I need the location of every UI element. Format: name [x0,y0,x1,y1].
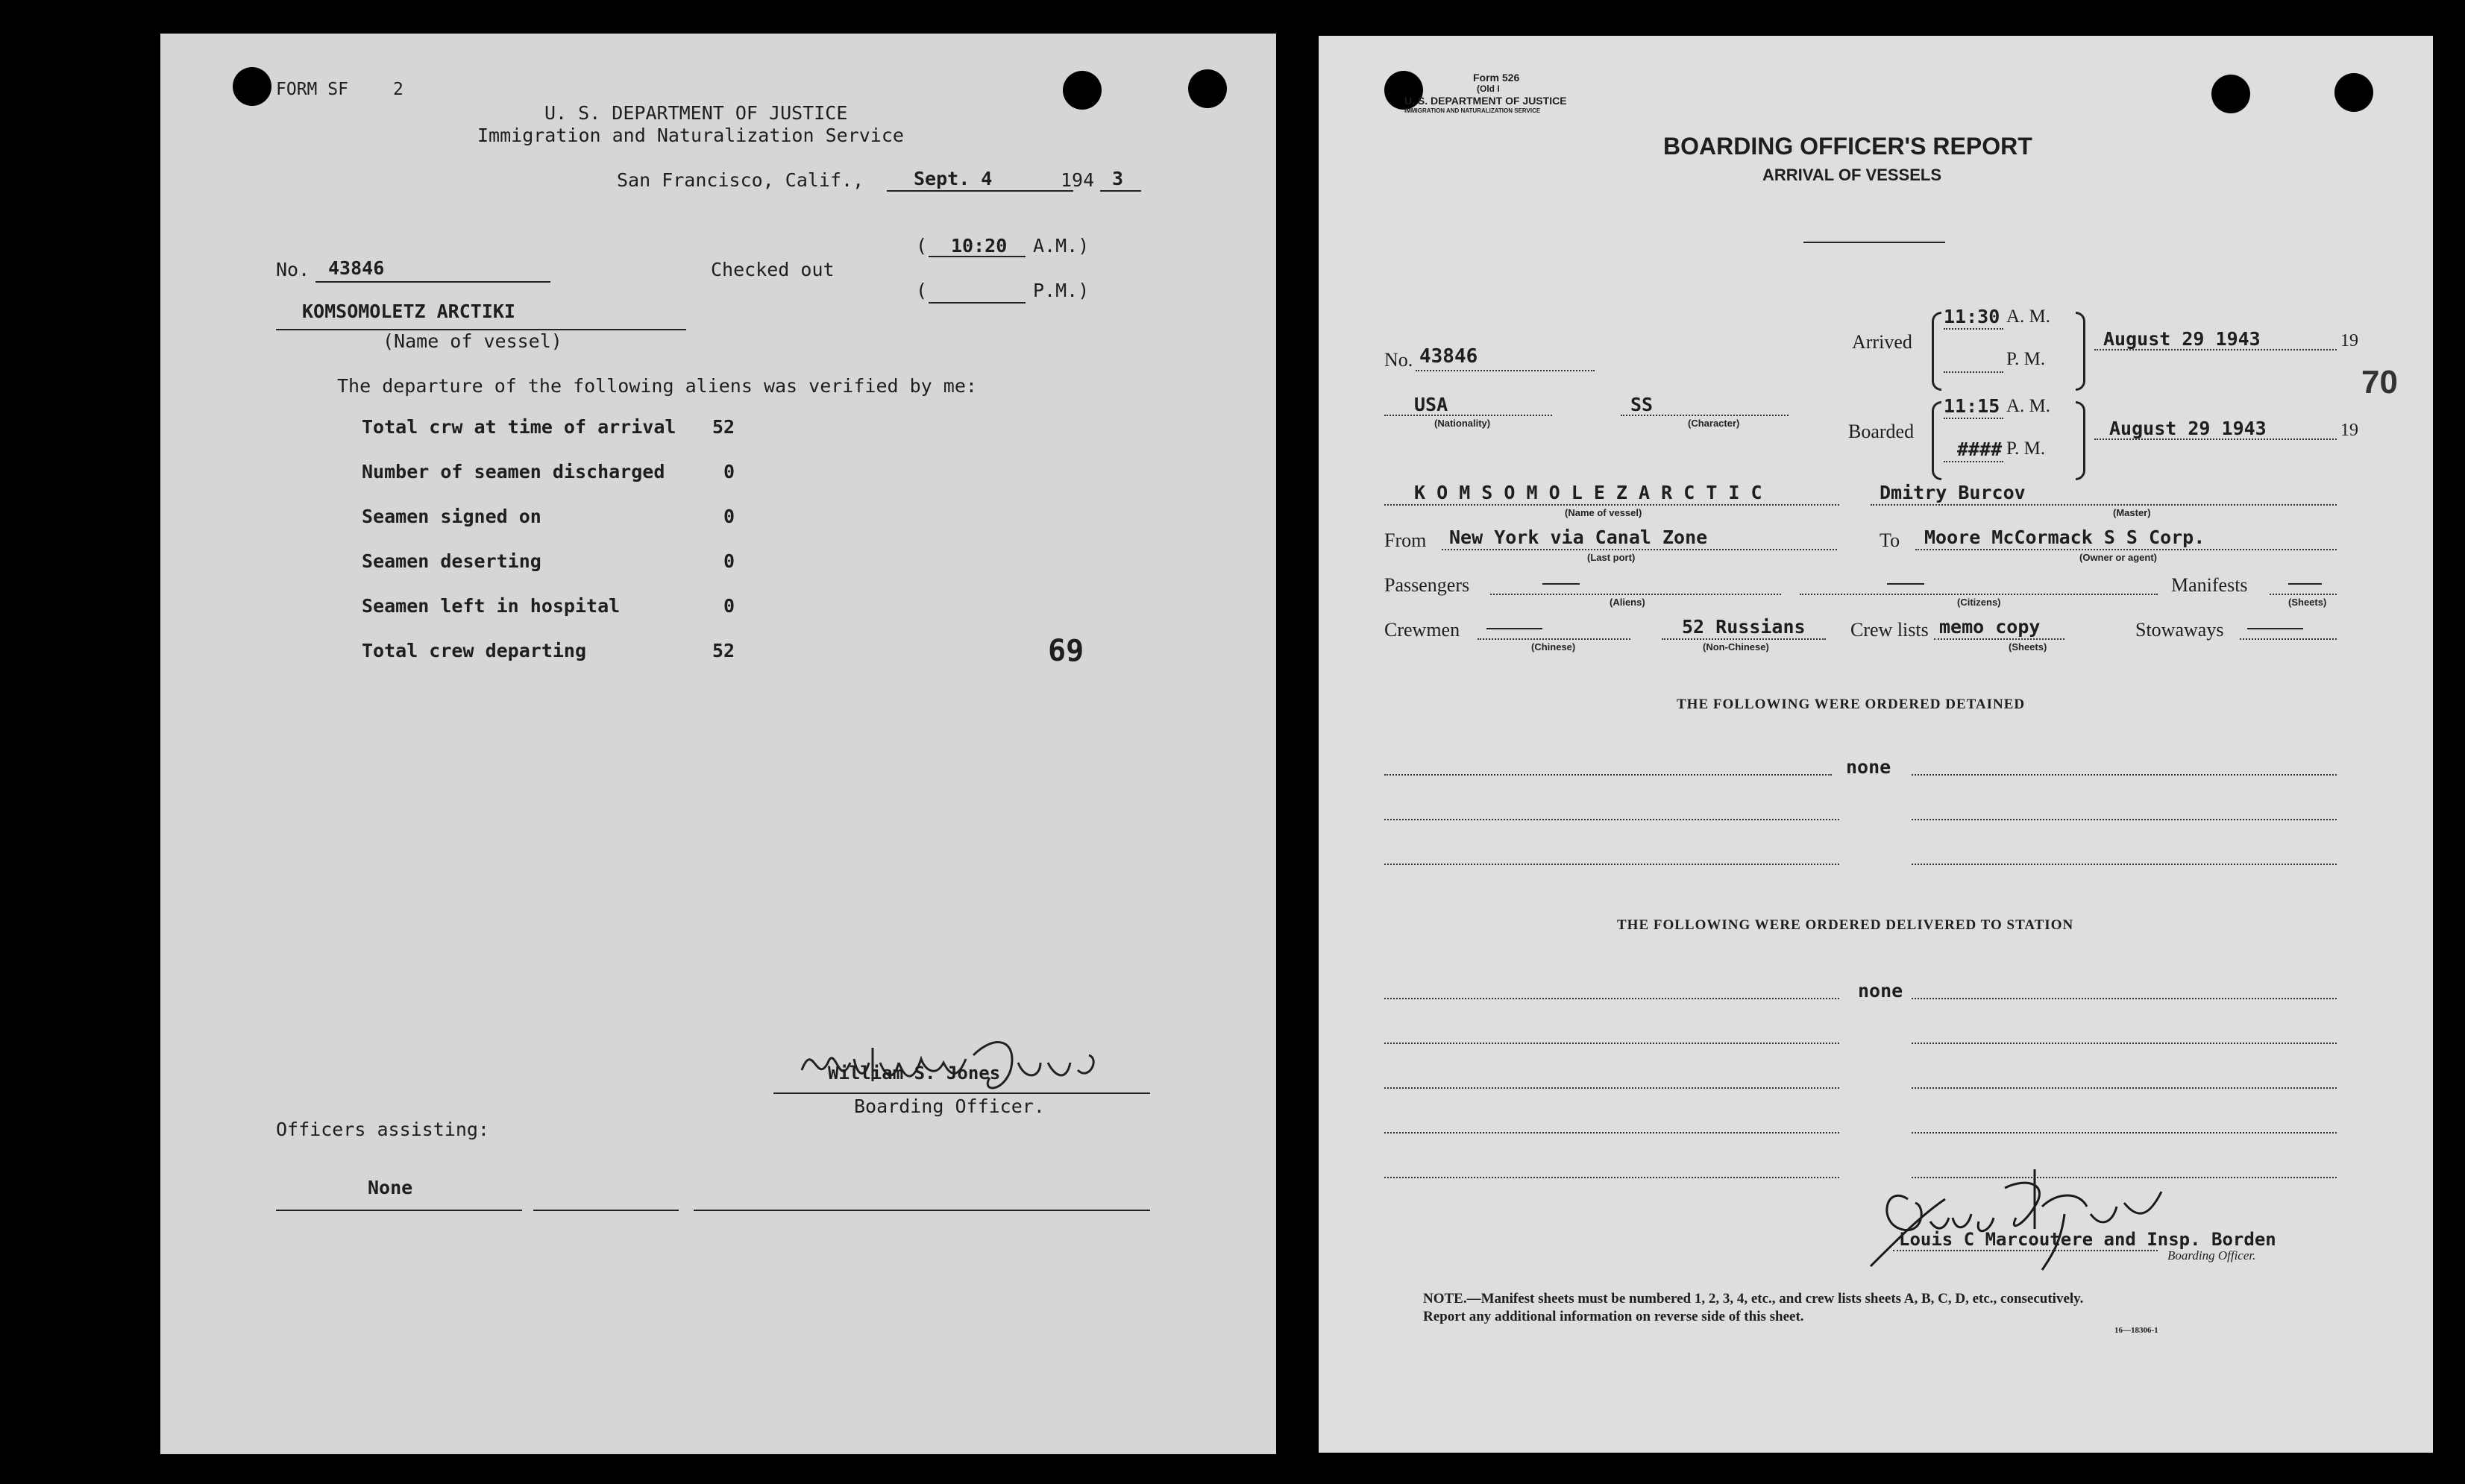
row-label: Total crw at time of arrival [362,416,676,438]
year-suffix: 3 [1112,168,1124,189]
detained-line [1912,864,2337,865]
place-label: San Francisco, Calif., [617,169,864,191]
row-label: Total crew departing [362,640,587,661]
number-line [1416,370,1595,371]
detained-line [1912,774,2337,776]
punch-hole [2334,73,2373,112]
master-caption: (Master) [2113,507,2151,518]
officers-assisting-value: None [368,1177,413,1198]
manifests-line [2270,594,2337,595]
punch-hole [1188,69,1227,108]
am-line [929,256,1026,257]
signer-title: Boarding Officer. [854,1095,1045,1117]
form-line-1: Form 526 [1473,72,1520,84]
officers-line [276,1210,522,1211]
delivered-line [1912,998,2337,999]
arrived-am-label: A. M. [2006,306,2051,327]
form-code: 16—18306-1 [2114,1326,2158,1335]
punch-hole [1063,71,1102,110]
row-value: 0 [723,461,735,482]
note-line-1: NOTE.—Manifest sheets must be numbered 1, 2, 3, 4, etc., and crew lists sheets A, B, C, D, etc., consecutively. [1423,1291,2084,1307]
nationality-value: USA [1414,394,1448,415]
signer-name: William S. Jones [828,1063,1001,1084]
form-label: FORM SF [276,80,348,99]
number-line [315,281,550,283]
row-label: Number of seamen discharged [362,461,665,482]
vessel-line [1384,504,1839,506]
boarded-am-time: 11:15 [1944,395,2000,417]
crew-lists-value: memo copy [1939,616,2041,638]
report-title: BOARDING OFFICER'S REPORT [1663,133,2032,160]
year-prefix: 194 [1061,169,1095,191]
arrived-pm-label: P. M. [2006,349,2046,369]
from-value: New York via Canal Zone [1449,526,1708,548]
from-label: From [1384,529,1427,551]
boarded-label: Boarded [1848,421,1915,442]
right-document-page [1319,36,2433,1453]
officers-line [694,1210,1150,1211]
row-value: 0 [723,595,735,617]
aliens-caption: (Aliens) [1610,597,1645,608]
officers-assisting-label: Officers assisting: [276,1119,489,1140]
signature-line [773,1092,1150,1094]
form-line-2: (Old I [1477,84,1500,94]
passengers-citizens-dash [1887,583,1924,585]
delivered-line [1912,1087,2337,1089]
arrived-brace-right [2076,312,2085,391]
passengers-citizens-line [1800,594,2158,595]
checked-out-label: Checked out [711,259,835,280]
number-label: No. [276,259,310,280]
officers-names: Louis C Marcoutere and Insp. Borden [1899,1229,2276,1250]
vessel-name: KOMSOMOLETZ ARCTIKI [302,301,515,322]
delivered-line [1384,1132,1839,1134]
page-number: 69 [1048,634,1084,668]
master-value: Dmitry Burcov [1880,482,2026,503]
signature [1856,1162,2169,1274]
passengers-aliens-line [1490,594,1781,595]
vessel-name: K O M S O M O L E Z A R C T I C [1414,482,1762,503]
boarded-am-line [1944,418,2003,419]
checked-out-am-value: 10:20 [951,235,1008,257]
left-document-page [160,34,1276,1454]
character-line [1621,415,1789,416]
sheets-caption: (Sheets) [2288,597,2327,608]
detained-value: none [1846,756,1891,778]
stowaways-dash [2247,628,2303,629]
row-value: 52 [712,416,735,438]
non-chinese-caption: (Non-Chinese) [1703,641,1769,653]
arrived-brace [1932,312,1941,391]
officer-line [1893,1250,2158,1251]
form-service: IMMIGRATION AND NATURALIZATION SERVICE [1404,107,1541,114]
character-caption: (Character) [1688,418,1740,429]
number-value: 43846 [1419,345,1478,368]
to-line [1915,549,2337,550]
pm-line [929,302,1026,304]
crew-lists-line [1934,638,2064,640]
delivered-line [1384,1177,1839,1178]
boarded-brace-right [2076,401,2085,480]
form-department: U. S. DEPARTMENT OF JUSTICE [1404,95,1567,107]
non-chinese-value: 52 Russians [1682,616,1806,638]
crew-lists-label: Crew lists [1850,619,1929,641]
arrived-date-line [2094,349,2337,350]
date-value: Sept. 4 [914,168,993,189]
punch-hole [2211,75,2250,113]
boarded-date-line [2094,438,2337,440]
arrived-am-time: 11:30 [1944,306,2000,327]
report-subtitle: ARRIVAL OF VESSELS [1762,166,1942,184]
arrived-year-19: 19 [2340,331,2358,350]
year-line [1100,190,1141,192]
boarded-brace [1932,401,1941,480]
owner-caption: (Owner or agent) [2079,552,2158,563]
detained-line [1384,864,1839,865]
detained-line [1384,774,1832,776]
from-line [1442,549,1837,550]
paren-open: ( [916,280,928,301]
row-value: 0 [723,550,735,572]
title-rule [1803,242,1945,243]
to-value: Moore McCormack S S Corp. [1924,526,2205,548]
officers-line [533,1210,679,1211]
vessel-caption: (Name of vessel) [1565,507,1642,518]
passengers-label: Passengers [1384,574,1470,596]
non-chinese-line [1662,638,1826,640]
stowaways-line [2240,638,2337,640]
detained-heading: THE FOLLOWING WERE ORDERED DETAINED [1677,697,2026,712]
crew-lists-sheets-caption: (Sheets) [2009,641,2047,653]
arrived-label: Arrived [1852,331,1912,353]
form-number-fragment: 2 [393,80,403,99]
row-label: Seamen left in hospital [362,595,621,617]
pm-label: P.M.) [1033,280,1090,301]
character-value: SS [1630,394,1654,415]
stowaways-label: Stowaways [2135,619,2224,641]
punch-hole [233,67,271,106]
nationality-caption: (Nationality) [1434,418,1491,429]
delivered-line [1384,1087,1839,1089]
crewmen-chinese-dash [1486,628,1542,629]
manifests-dash [2288,583,2322,585]
delivered-heading: THE FOLLOWING WERE ORDERED DELIVERED TO STATION [1617,917,2074,933]
verify-text: The departure of the following aliens was verified by me: [337,375,977,397]
arrived-pm-line [1944,371,2003,373]
manifests-label: Manifests [2171,574,2248,596]
master-line [1871,504,2337,506]
detained-line [1912,819,2337,820]
delivered-line [1912,1043,2337,1044]
page-number: 70 [2361,364,2398,400]
arrived-am-line [1944,328,2003,330]
chinese-caption: (Chinese) [1531,641,1576,653]
row-value: 52 [712,640,735,661]
paren-open: ( [916,235,928,257]
am-label: A.M.) [1033,235,1090,257]
to-label: To [1880,529,1900,551]
number-value: 43846 [328,257,385,279]
date-line [887,190,1073,192]
row-value: 0 [723,506,735,527]
nationality-line [1384,415,1552,416]
last-port-caption: (Last port) [1587,552,1636,563]
boarded-pm-label: P. M. [2006,438,2046,459]
boarded-pm-line [1944,461,2003,462]
boarded-am-label: A. M. [2006,396,2051,416]
delivered-line [1912,1132,2337,1134]
row-label: Seamen deserting [362,550,541,572]
delivered-line [1384,998,1839,999]
crewmen-label: Crewmen [1384,619,1460,641]
boarded-year-19: 19 [2340,421,2358,440]
delivered-value: none [1858,980,1903,1002]
boarded-date: August 29 1943 [2109,418,2267,439]
number-label: No. [1384,349,1413,371]
arrived-date: August 29 1943 [2103,328,2261,350]
note-line-2: Report any additional information on reverse side of this sheet. [1423,1309,1804,1324]
officer-caption: Boarding Officer. [2167,1248,2256,1263]
vessel-caption: (Name of vessel) [383,330,562,352]
row-label: Seamen signed on [362,506,541,527]
service-name: Immigration and Naturalization Service [477,125,904,146]
department-name: U. S. DEPARTMENT OF JUSTICE [544,102,848,124]
crewmen-chinese-line [1478,638,1630,640]
delivered-line [1384,1043,1839,1044]
boarded-pm-struck: #### [1957,438,2003,460]
passengers-aliens-dash [1542,583,1580,585]
detained-line [1384,819,1839,820]
citizens-caption: (Citizens) [1957,597,2001,608]
